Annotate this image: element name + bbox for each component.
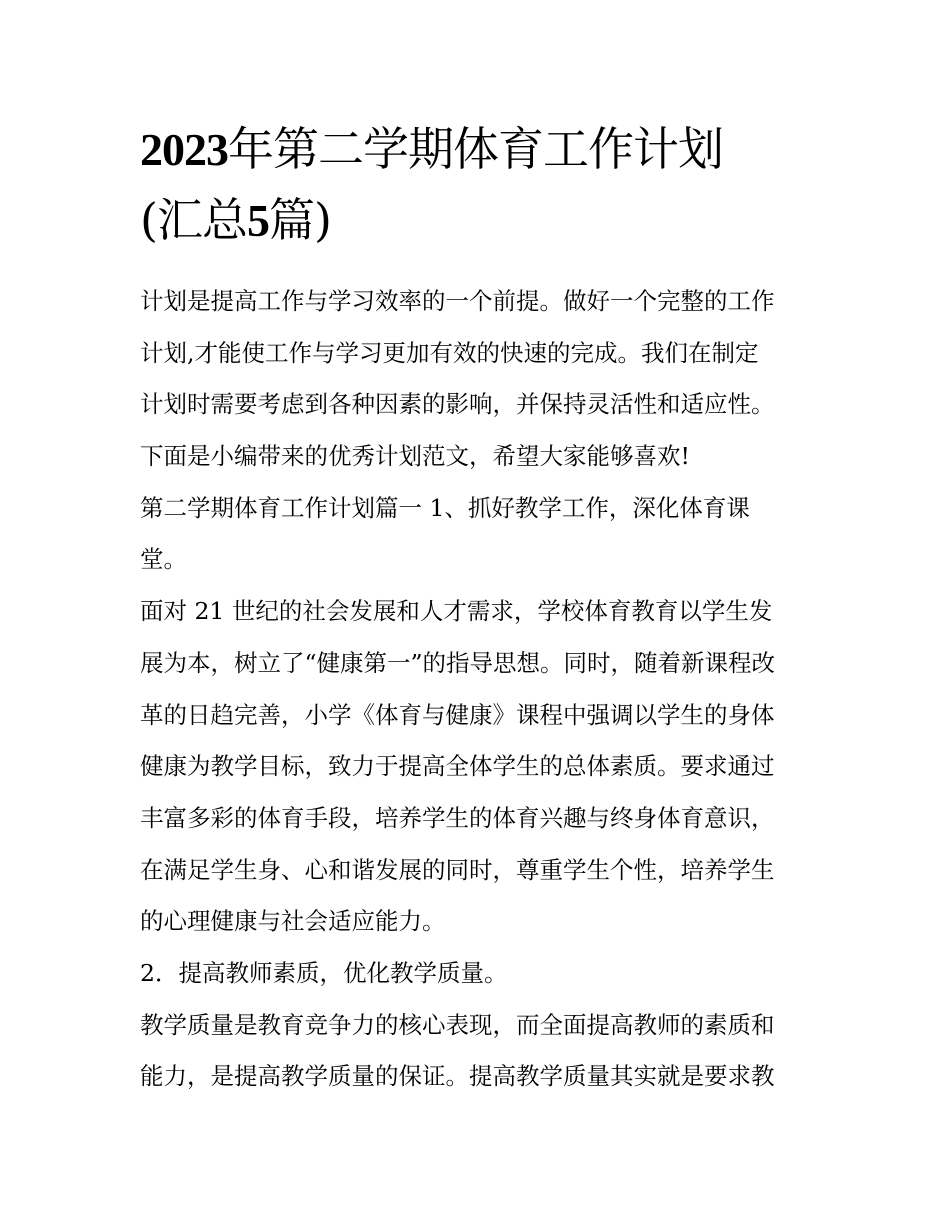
body-line: 计划是提高工作与学习效率的一个前提。做好一个完整的工作 [140, 287, 775, 315]
document-body [140, 276, 820, 1103]
document-title [140, 114, 820, 256]
body-line: 的心理健康与社会适应能力。 [140, 907, 446, 936]
title-count: 5 [246, 195, 269, 246]
body-line: 健康为教学目标，致力于提高全体学生的总体素质。要求通过 [140, 752, 775, 781]
body-line: 面对 21 世纪的社会发展和人才需求，学校体育教育以学生发 [140, 597, 773, 626]
title-line2-pre: (汇总 [140, 193, 247, 247]
body-line: 在满足学生身、心和谐发展的同时，尊重学生个性，培养学生 [140, 855, 775, 884]
body-line: 计划,才能使工作与学习更加有效的快速的完成。我们在制定 [140, 338, 759, 367]
body-line: 展为本，树立了“健康第一”的指导思想。同时，随着新课程改 [140, 648, 776, 677]
body-line: 能力，是提高教学质量的保证。提高教学质量其实就是要求教 [140, 1062, 775, 1091]
body-line: 下面是小编带来的优秀计划范文，希望大家能够喜欢! [140, 442, 690, 471]
body-line: 堂。 [140, 545, 187, 574]
body-line: 革的日趋完善，小学《体育与健康》课程中强调以学生的身体 [140, 700, 775, 729]
body-line: 计划时需要考虑到各种因素的影响，并保持灵活性和适应性。 [140, 390, 775, 419]
title-line1-text: 年第二学期体育工作计划 [228, 122, 723, 176]
title-line2-post: 篇) [268, 193, 331, 247]
title-year: 2023 [140, 124, 228, 175]
body-line: 丰富多彩的体育手段，培养学生的体育兴趣与终身体育意识， [140, 803, 775, 832]
section-heading-line: 2．提高教师素质，优化教学质量。 [140, 958, 508, 987]
section-heading-line: 第二学期体育工作计划篇一 1、抓好教学工作，深化体育课 [140, 493, 750, 522]
body-line: 教学质量是教育竞争力的核心表现，而全面提高教师的素质和 [140, 1010, 775, 1039]
